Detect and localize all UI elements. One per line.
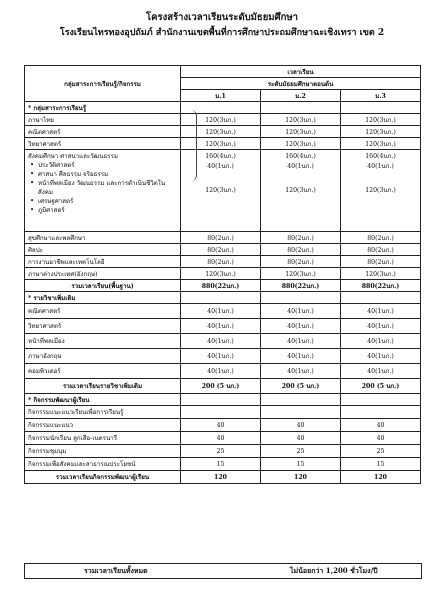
subject-name: วิทยาศาสตร์ — [25, 138, 181, 150]
hours-value: 40 — [341, 419, 421, 432]
social-subitem: • ภูมิศาสตร์ — [28, 206, 177, 215]
table-row — [25, 268, 421, 280]
header-time-span: เวลาเรียน — [181, 66, 421, 78]
hours-value: 80(2นก.) — [261, 232, 341, 244]
header-subject-col: กลุ่มสาระการเรียนรู้/กิจกรรม — [25, 66, 181, 102]
table-row — [25, 319, 421, 334]
subject-name: สุขศึกษาและพลศึกษา — [25, 232, 181, 244]
table-row — [25, 419, 421, 432]
subject-name: ภาษาต่างประเทศ(อังกฤษ) — [25, 268, 181, 280]
subject-name: ภาษาอังกฤษ — [25, 349, 181, 364]
hours-value: 80(2นก.) — [261, 244, 341, 256]
total-label: รวมเวลาเรียน(พื้นฐาน) — [25, 280, 181, 292]
total-value: 880(22นก.) — [261, 280, 341, 292]
total-value: 200 (5 นก.) — [261, 379, 341, 394]
hours-value: 15 — [341, 458, 421, 471]
header-grade-2: ม.2 — [261, 90, 341, 102]
social-studies-name: สังคมศึกษา ศาสนาและวัฒนธรรม — [28, 153, 118, 160]
hours-value: 120(3นก.) — [181, 138, 261, 150]
hours-value: 80(2นก.) — [261, 256, 341, 268]
hours-value — [261, 406, 341, 419]
curly-brace-mark — [190, 110, 197, 181]
total-label: รวมเวลาเรียนรายวิชาเพิ่มเติม — [25, 379, 181, 394]
activity-name: กิจกรรมแนะแนว — [25, 419, 181, 432]
grand-total-label: รวมเวลาเรียนทั้งหมด — [84, 566, 148, 575]
hours-value: 40(1นก.) — [261, 304, 341, 319]
hours-value: 40 — [341, 432, 421, 445]
table-row — [25, 432, 421, 445]
hours-value: 80(2นก.) — [341, 256, 421, 268]
subject-name: วิทยาศาสตร์ — [25, 319, 181, 334]
hours-value: 25 — [341, 445, 421, 458]
subject-name: ศิลปะ — [25, 244, 181, 256]
hours-value: 40 — [181, 432, 261, 445]
hours-value: 40(1นก.) — [341, 319, 421, 334]
table-row — [25, 114, 421, 126]
hours-value: 120(3นก.) — [181, 268, 261, 280]
grand-total-row — [24, 563, 420, 577]
subject-name: คณิตศาสตร์ — [25, 304, 181, 319]
hours-value: 40(1นก.) — [341, 304, 421, 319]
document-title: โครงสร้างเวลาเรียนระดับมัธยมศึกษา — [146, 12, 298, 23]
subject-name: ภาษาไทย — [25, 114, 181, 126]
total-value: 120 — [341, 471, 421, 484]
hours-value: 120(3นก.) — [341, 114, 421, 126]
total-value: 200 (5 นก.) — [181, 379, 261, 394]
header-level: ระดับมัธยมศึกษาตอนต้น — [181, 78, 421, 90]
table-row — [25, 334, 421, 349]
hours-value: 120(3นก.) — [261, 126, 341, 138]
hours-value: 40(1นก.) — [341, 334, 421, 349]
table-row — [25, 244, 421, 256]
total-row-activities — [25, 471, 421, 484]
social-studies-row — [25, 150, 421, 232]
hours-value: 25 — [261, 445, 341, 458]
hours-value: 120(3นก.) — [341, 268, 421, 280]
hours-value: 40(1นก.) — [181, 334, 261, 349]
total-value: 120 — [181, 471, 261, 484]
subject-name: คณิตศาสตร์ — [25, 126, 181, 138]
section-title-core: * กลุ่มสาระการเรียนรู้ — [25, 102, 181, 114]
hours-value: 40(1นก.) — [261, 334, 341, 349]
hours-value: 40(1นก.) — [181, 364, 261, 379]
section-title-additional: * รายวิชาเพิ่มเติม — [25, 292, 181, 304]
hours-value: 160(4นก.) — [285, 153, 316, 160]
hours-value: 120(3นก.) — [341, 126, 421, 138]
hours-value: 80(2นก.) — [181, 256, 261, 268]
hours-value: 120(3นก.) — [181, 126, 261, 138]
subject-name: การงานอาชีพและเทคโนโลยี — [25, 256, 181, 268]
hours-value: 120(3นก.) — [181, 114, 261, 126]
hours-value: 40(1นก.) — [181, 304, 261, 319]
table-row — [25, 349, 421, 364]
hours-value: 40(1นก.) — [181, 319, 261, 334]
activity-name: กิจกรรมเพื่อสังคมและสาธารณประโยชน์ — [25, 458, 181, 471]
table-row — [25, 126, 421, 138]
total-value: 880(22นก.) — [341, 280, 421, 292]
social-studies-cell — [25, 150, 181, 232]
hours-value: 40(1นก.) — [367, 163, 394, 170]
activity-name: กิจกรรมชุมนุม — [25, 445, 181, 458]
table-row — [25, 445, 421, 458]
table-row — [25, 364, 421, 379]
social-hours-col — [261, 150, 341, 232]
hours-value: 120(3นก.) — [341, 138, 421, 150]
hours-value: 40 — [261, 432, 341, 445]
hours-value: 120(3นก.) — [365, 187, 396, 194]
hours-value: 120(3นก.) — [261, 138, 341, 150]
table-row — [25, 138, 421, 150]
hours-value: 40(1นก.) — [341, 349, 421, 364]
hours-value: 120(3นก.) — [261, 114, 341, 126]
social-subitem: • เศรษฐศาสตร์ — [28, 197, 177, 206]
hours-value: 40(1นก.) — [207, 163, 234, 170]
table-row — [25, 458, 421, 471]
hours-value: 40 — [181, 419, 261, 432]
hours-value: 120(3นก.) — [205, 187, 236, 194]
table-row — [25, 232, 421, 244]
social-subitem: • หน้าที่พลเมือง วัฒนธรรม และการดำเนินชีวิตในสังคม — [28, 179, 177, 197]
grand-total-value: ไม่น้อยกว่า 1,200 ชั่วโมง/ปี — [290, 566, 378, 575]
hours-value: 40(1นก.) — [261, 349, 341, 364]
hours-value: 15 — [181, 458, 261, 471]
total-value: 880(22นก.) — [181, 280, 261, 292]
total-row-core — [25, 280, 421, 292]
subject-name: คอมพิวเตอร์ — [25, 364, 181, 379]
social-hours-col — [341, 150, 421, 232]
hours-value: 80(2นก.) — [341, 244, 421, 256]
social-subitem: • ศาสนา ศีลธรรม จริยธรรม — [28, 170, 177, 179]
hours-value — [341, 406, 421, 419]
total-row-additional — [25, 379, 421, 394]
subject-name: หน้าที่พลเมือง — [25, 334, 181, 349]
hours-value: 40 — [261, 419, 341, 432]
table-row — [25, 304, 421, 319]
hours-value — [181, 406, 261, 419]
table-row — [25, 256, 421, 268]
section-title-activities: * กิจกรรมพัฒนาผู้เรียน — [25, 394, 181, 406]
total-label: รวมเวลาเรียนกิจกรรมพัฒนาผู้เรียน — [25, 471, 181, 484]
hours-value: 40(1นก.) — [287, 163, 314, 170]
social-subitem: • ประวัติศาสตร์ — [28, 161, 177, 170]
table-row — [25, 406, 421, 419]
hours-value: 25 — [181, 445, 261, 458]
hours-value: 80(2นก.) — [181, 244, 261, 256]
hours-value: 40(1นก.) — [261, 364, 341, 379]
header-grade-1: ม.1 — [181, 90, 261, 102]
document-subtitle: โรงเรียนไทรทองอุปถัมภ์ สำนักงานเขตพื้นที่การศึกษาประถมศึกษาฉะเชิงเทรา เขต 2 — [59, 28, 385, 38]
hours-value: 160(4นก.) — [205, 153, 236, 160]
activity-name: กิจกรรมนักเรียน ลูกเสือ-เนตรนารี — [25, 432, 181, 445]
total-value: 200 (5 นก.) — [341, 379, 421, 394]
total-value: 120 — [261, 471, 341, 484]
header-grade-3: ม.3 — [341, 90, 421, 102]
hours-value: 40(1นก.) — [261, 319, 341, 334]
hours-value: 80(2นก.) — [181, 232, 261, 244]
activity-name: กิจกรรมแนะแนวเรียนเพื่อการเรียนรู้ — [25, 406, 181, 419]
time-structure-table — [24, 65, 421, 484]
hours-value: 40(1นก.) — [181, 349, 261, 364]
hours-value: 15 — [261, 458, 341, 471]
hours-value: 40(1นก.) — [341, 364, 421, 379]
hours-value: 120(3นก.) — [285, 187, 316, 194]
hours-value: 160(4นก.) — [365, 153, 396, 160]
hours-value: 80(2นก.) — [341, 232, 421, 244]
hours-value: 120(3นก.) — [261, 268, 341, 280]
